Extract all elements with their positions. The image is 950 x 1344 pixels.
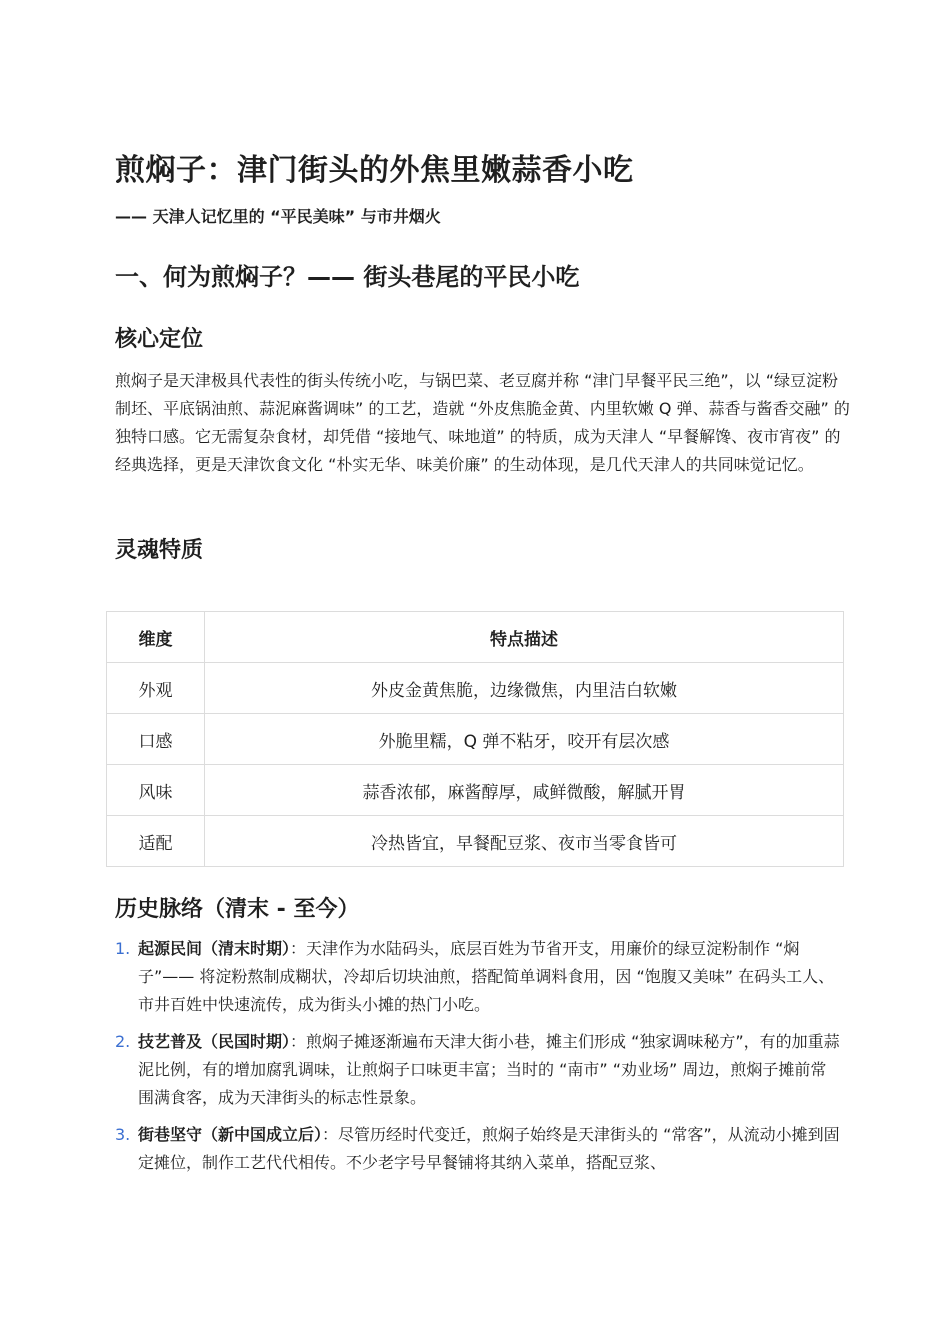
table-row bbox=[107, 663, 844, 714]
page-title: 煎焖子：津门街头的外焦里嫩蒜香小吃 bbox=[115, 153, 634, 188]
dimension-cell: 风味 bbox=[107, 765, 205, 816]
list-term: 街巷坚守（新中国成立后） bbox=[138, 1125, 323, 1144]
list-text: ：尽管历经时代变迁，煎焖子始终是天津街头的 “常客”，从流动小摊到固定摊位，制作工艺代代相传。不少老字号早餐铺将其纳入菜单，搭配豆浆、 bbox=[138, 1125, 840, 1172]
dimension-cell: 外观 bbox=[107, 663, 205, 714]
list-term: 技艺普及（民国时期） bbox=[138, 1032, 291, 1051]
table-row bbox=[107, 714, 844, 765]
table-header-row bbox=[107, 612, 844, 663]
dimension-cell: 口感 bbox=[107, 714, 205, 765]
soul-traits-heading: 灵魂特质 bbox=[115, 538, 204, 563]
description-cell: 冷热皆宜，早餐配豆浆、夜市当零食皆可 bbox=[205, 816, 844, 867]
list-term: 起源民间（清末时期） bbox=[138, 939, 291, 958]
list-item bbox=[115, 1028, 840, 1112]
table-row bbox=[107, 765, 844, 816]
list-item bbox=[115, 935, 840, 1019]
description-cell: 外脆里糯，Q 弹不粘牙，咬开有层次感 bbox=[205, 714, 844, 765]
list-text: ：煎焖子摊逐渐遍布天津大街小巷，摊主们形成 “独家调味秘方”，有的加重蒜泥比例，有的增加腐乳调味，让煎焖子口味更丰富；当时的 “南市” “劝业场” 周边，煎焖子摊前常围满食客，成为天津街头的标志性景象。 bbox=[138, 1032, 840, 1107]
core-position-heading: 核心定位 bbox=[115, 327, 204, 352]
list-number: 2. bbox=[115, 1032, 131, 1051]
column-header-description: 特点描述 bbox=[205, 612, 844, 663]
history-heading: 历史脉络（清末 - 至今） bbox=[115, 897, 360, 922]
list-number: 3. bbox=[115, 1125, 131, 1144]
core-position-paragraph: 煎焖子是天津极具代表性的街头传统小吃，与锅巴菜、老豆腐并称 “津门早餐平民三绝”，以 “绿豆淀粉制坯、平底锅油煎、蒜泥麻酱调味” 的工艺，造就 “外皮焦脆金黄、内里软嫩 Q 弹、蒜香与酱香交融” 的独特口感。它无需复杂食材，却凭借 “接地气、味地道” 的特质，成为天津人 “早餐解馋、夜市宵夜” 的经典选择，更是天津饮食文化 “朴实无华、味美价廉” 的生动体现，是几代天津人的共同味觉记忆。 bbox=[115, 371, 850, 474]
list-text: ：天津作为水陆码头，底层百姓为节省开支，用廉价的绿豆淀粉制作 “焖子”—— 将淀粉熬制成糊状，冷却后切块油煎，搭配简单调料食用，因 “饱腹又美味” 在码头工人、市井百姓中快速流传，成为街头小摊的热门小吃。 bbox=[138, 939, 835, 1014]
column-header-dimension: 维度 bbox=[107, 612, 205, 663]
list-item bbox=[115, 1121, 840, 1177]
description-cell: 外皮金黄焦脆，边缘微焦，内里洁白软嫩 bbox=[205, 663, 844, 714]
history-list bbox=[115, 935, 840, 1186]
traits-table bbox=[106, 611, 844, 867]
section-heading: 一、何为煎焖子？—— 街头巷尾的平民小吃 bbox=[115, 263, 580, 291]
table-row bbox=[107, 816, 844, 867]
dimension-cell: 适配 bbox=[107, 816, 205, 867]
list-number: 1. bbox=[115, 939, 131, 958]
page-subtitle: —— 天津人记忆里的 “平民美味” 与市井烟火 bbox=[115, 207, 441, 226]
description-cell: 蒜香浓郁，麻酱醇厚，咸鲜微酸，解腻开胃 bbox=[205, 765, 844, 816]
